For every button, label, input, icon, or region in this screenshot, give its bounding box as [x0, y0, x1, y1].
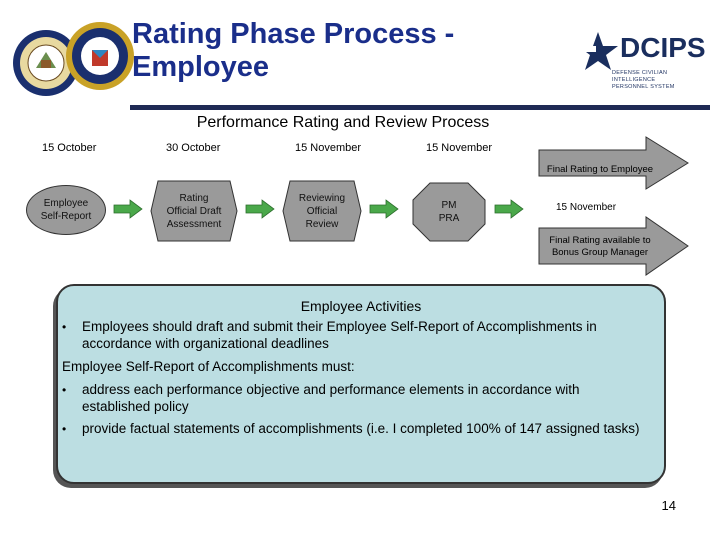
step-1-label: Employee Self-Report [40, 198, 92, 222]
page-number: 14 [661, 498, 676, 513]
bullet-icon: • [62, 383, 67, 397]
activities-title: Employee Activities [300, 298, 422, 314]
activities-bullet-1: Employees should draft and submit their Employee Self-Report of Accomplishments in accordance with organizational deadlines [82, 319, 597, 351]
final-rating-arrow-shape [538, 136, 690, 190]
header-rule [130, 105, 710, 110]
date-label-4: 15 November [426, 142, 493, 154]
employee-activities-box [56, 284, 666, 484]
step-reviewing-official-review [282, 180, 362, 242]
dcips-logo [572, 26, 712, 96]
right-arrow-icon [245, 199, 275, 219]
dcips-subtitle-line-1: DEFENSE CIVILIAN INTELLIGENCE [612, 70, 668, 83]
dcips-subtitle-line-2: PERSONNEL SYSTEM [612, 84, 675, 90]
activities-bullet-3: provide factual statements of accomplishments (i.e. I completed 100% of 147 assigned tasks) [82, 421, 640, 436]
step-2-label: Rating Official Draft Assessment [166, 192, 222, 230]
dcips-subtitle [612, 70, 712, 91]
step-4-label: PM PRA [438, 200, 460, 224]
dcips-wordmark: DCIPS [620, 32, 706, 63]
date-label-3: 15 November [295, 142, 362, 154]
right-arrow-icon [113, 199, 143, 219]
final-date-label: 15 November [556, 202, 617, 213]
star-icon [576, 30, 620, 72]
step-rating-official-draft [150, 180, 238, 242]
step-pm-pra [412, 182, 486, 242]
final-rating-to-employee: Final Rating to Employee [546, 164, 654, 175]
seals-logo [8, 16, 138, 100]
right-arrow-icon [494, 199, 524, 219]
activities-must-heading: Employee Self-Report of Accomplishments must: [62, 359, 355, 374]
navy-seal-icon [66, 22, 134, 90]
step-employee-self-report [26, 185, 106, 235]
step-3-label: Reviewing Official Review [298, 192, 346, 230]
title-line-1: Rating Phase Process - [132, 18, 455, 50]
process-title: Performance Rating and Review Process [196, 114, 490, 131]
title-line-2: Employee [132, 51, 269, 83]
page-title [132, 18, 552, 84]
bullet-icon: • [62, 320, 67, 334]
final-rating-to-bonus-group: Final Rating available to Bonus Group Manager [549, 235, 651, 258]
right-arrow-icon [369, 199, 399, 219]
date-label-1: 15 October [42, 142, 97, 154]
bullet-icon: • [62, 422, 67, 436]
date-label-2: 30 October [166, 142, 221, 154]
activities-bullet-2: address each performance objective and performance elements in accordance with established policy [82, 382, 580, 414]
